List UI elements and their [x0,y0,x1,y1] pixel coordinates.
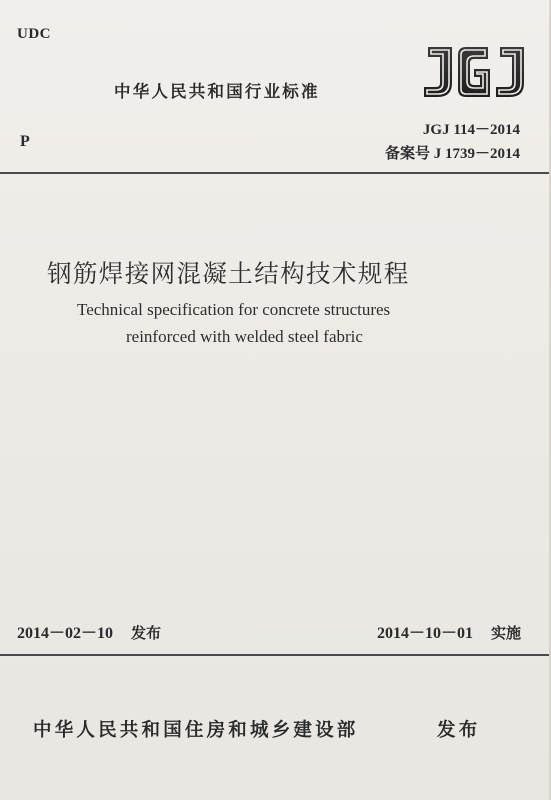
issue-label: 发布 [131,624,162,642]
top-divider [0,172,551,174]
bottom-divider [0,654,551,656]
publisher-action: 发布 [437,720,481,741]
standard-code: JGJ 114－2014 [422,122,520,138]
udc-label: UDC [17,26,51,42]
title-chinese: 钢筋焊接网混凝土结构技术规程 [47,259,410,288]
title-english-line-1: Technical specification for concrete structures [77,300,391,319]
implementation-date: 2014－10－01 [376,625,473,642]
implementation-date-block [377,620,521,643]
issue-date: 2014－02－10 [17,625,114,642]
implementation-label: 实施 [490,624,521,642]
publisher-name: 中华人民共和国住房和城乡建设部 [33,720,359,741]
filing-number: 备案号 J 1739－2014 [384,146,520,162]
issue-date-block [17,620,161,643]
title-english-line-2: reinforced with welded steel fabric [126,327,363,346]
jgj-logo [418,39,530,103]
industry-standard-heading: 中华人民共和国行业标准 [114,82,320,101]
classification-letter: P [20,133,30,150]
